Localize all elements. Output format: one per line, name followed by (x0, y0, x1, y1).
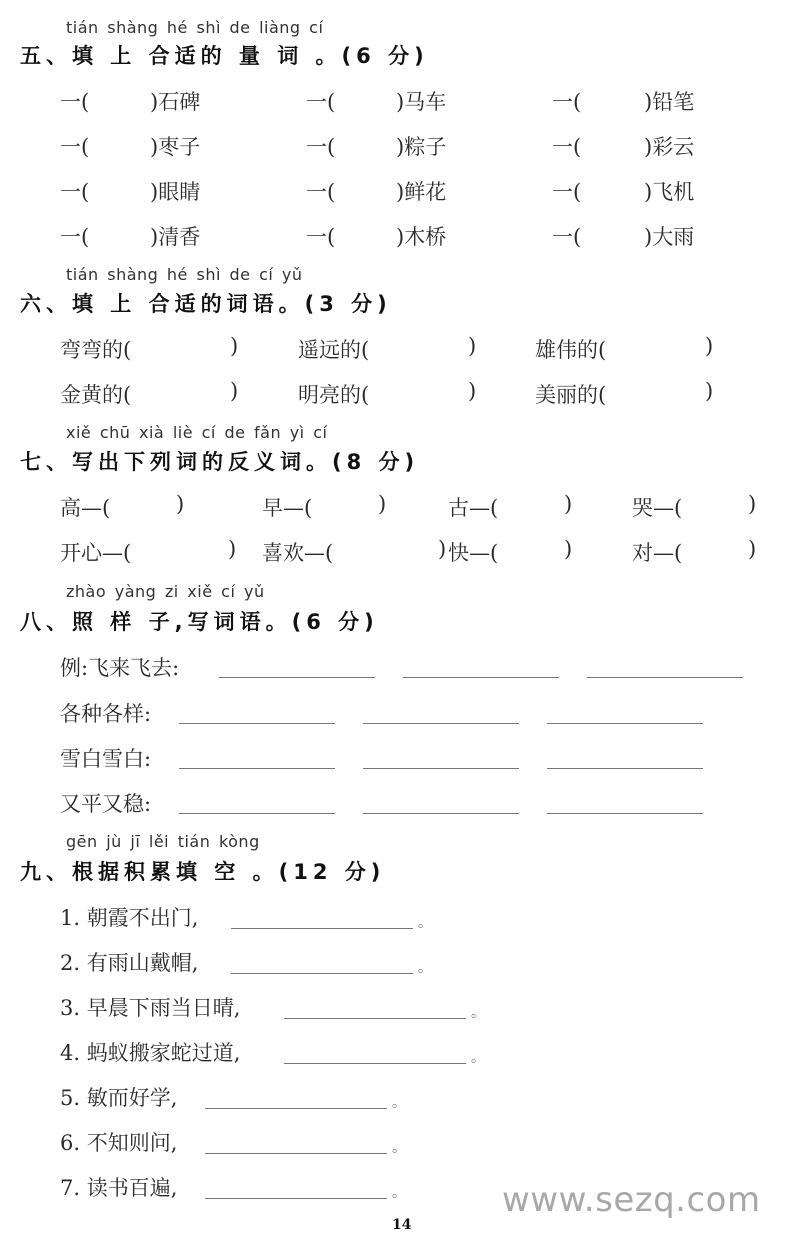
measure-word-item: 一( )马车 (306, 90, 447, 114)
antonym-item: 快—( ) (448, 537, 573, 565)
measure-word-item: 一( )枣子 (60, 135, 201, 159)
antonym-item: 早—( ) (262, 492, 387, 520)
page-number: 14 (392, 1217, 412, 1233)
antonym-item: 高—( ) (60, 492, 185, 520)
antonym-item: 哭—( ) (632, 492, 757, 520)
section5-title: 五、填 上 合适的 量 词 。(6 分) (20, 44, 429, 68)
answer-blank[interactable] (205, 1108, 387, 1109)
pattern-label: 又平又稳: (60, 792, 152, 816)
fill-word-item: 美丽的( ) (535, 379, 714, 407)
answer-blank[interactable] (547, 723, 703, 724)
fill-word-item: 金黄的( ) (60, 379, 239, 407)
section5-pinyin: tián shàng hé shì de liàng cí (66, 18, 324, 37)
fill-word-item: 明亮的( ) (298, 379, 477, 407)
fill-word-item: 雄伟的( ) (535, 334, 714, 362)
answer-blank[interactable] (547, 813, 703, 814)
antonym-item: 开心—( ) (60, 537, 237, 565)
fill-word-item: 遥远的( ) (298, 334, 477, 362)
section6-pinyin: tián shàng hé shì de cí yǔ (66, 265, 303, 284)
proverb-prompt: 6. 不知则问, (60, 1131, 178, 1155)
measure-word-item: 一( )彩云 (552, 135, 695, 159)
measure-word-item: 一( )木桥 (306, 225, 447, 249)
measure-word-item: 一( )眼睛 (60, 180, 201, 204)
measure-word-item: 一( )鲜花 (306, 180, 447, 204)
section7-title: 七、写出下列词的反义词。(8 分) (20, 450, 420, 474)
measure-word-item: 一( )铅笔 (552, 90, 695, 114)
measure-word-item: 一( )清香 (60, 225, 201, 249)
antonym-item: 喜欢—( ) (262, 537, 447, 565)
answer-blank[interactable] (179, 723, 335, 724)
section9-title: 九、根据积累填 空 。(12 分) (20, 860, 386, 884)
measure-word-item: 一( )大雨 (552, 225, 695, 249)
pattern-label: 例:飞来飞去: (60, 656, 180, 680)
measure-word-item: 一( )飞机 (552, 180, 695, 204)
antonym-item: 古—( ) (448, 492, 573, 520)
answer-blank[interactable] (179, 813, 335, 814)
watermark: www.sezq.com (502, 1180, 761, 1220)
section8-pinyin: zhào yàng zi xiě cí yǔ (66, 582, 265, 601)
proverb-prompt: 1. 朝霞不出门, (60, 906, 199, 930)
answer-blank[interactable] (284, 1018, 466, 1019)
answer-blank[interactable] (363, 813, 519, 814)
proverb-prompt: 7. 读书百遍, (60, 1176, 178, 1200)
answer-blank[interactable] (231, 973, 413, 974)
section7-pinyin: xiě chū xià liè cí de fǎn yì cí (66, 423, 328, 442)
answer-blank[interactable] (205, 1198, 387, 1199)
measure-word-item: 一( )粽子 (306, 135, 447, 159)
answer-blank[interactable] (284, 1063, 466, 1064)
antonym-item: 对—( ) (632, 537, 757, 565)
answer-blank[interactable] (547, 768, 703, 769)
section6-title: 六、填 上 合适的词语。(3 分) (20, 292, 392, 316)
pattern-label: 雪白雪白: (60, 747, 152, 771)
proverb-prompt: 4. 蚂蚁搬家蛇过道, (60, 1041, 241, 1065)
answer-blank[interactable] (403, 677, 559, 678)
answer-blank[interactable] (219, 677, 375, 678)
section8-title: 八、照 样 子,写词语。(6 分) (20, 610, 379, 634)
answer-blank[interactable] (587, 677, 743, 678)
answer-blank[interactable] (363, 723, 519, 724)
proverb-prompt: 5. 敏而好学, (60, 1086, 178, 1110)
proverb-prompt: 3. 早晨下雨当日晴, (60, 996, 241, 1020)
answer-blank[interactable] (205, 1153, 387, 1154)
section9-pinyin: gēn jù jī lěi tián kòng (66, 832, 260, 851)
answer-blank[interactable] (179, 768, 335, 769)
measure-word-item: 一( )石碑 (60, 90, 201, 114)
proverb-prompt: 2. 有雨山戴帽, (60, 951, 199, 975)
answer-blank[interactable] (231, 928, 413, 929)
answer-blank[interactable] (363, 768, 519, 769)
pattern-label: 各种各样: (60, 702, 152, 726)
fill-word-item: 弯弯的( ) (60, 334, 239, 362)
